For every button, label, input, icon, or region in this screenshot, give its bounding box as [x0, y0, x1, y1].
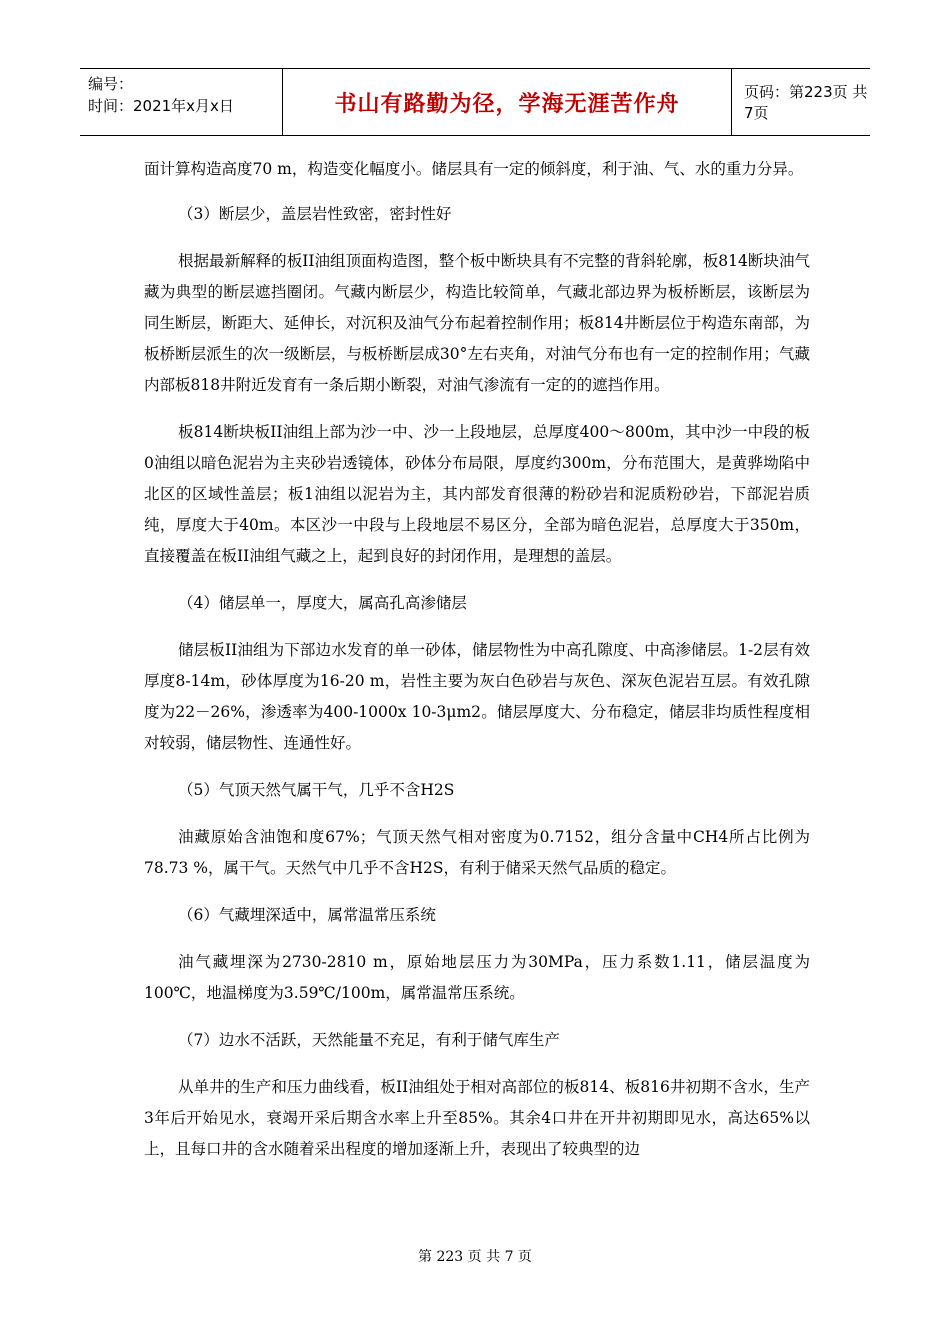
doc-date-label: 时间：2021年x月x日: [88, 97, 234, 115]
document-body: [144, 154, 810, 1181]
paragraph: 根据最新解释的板II油组顶面构造图，整个板中断块具有不完整的背斜轮廓，板814断块油气藏为典型的断层遮挡圈闭。气藏内断层少，构造比较简单，气藏北部边界为板桥断层，该断层为同生断层，断距大、延伸长，对沉积及油气分布起着控制作用；板814井断层位于构造东南部，为板桥断层派生的次一级断层，与板桥断层成30°左右夹角，对油气分布也有一定的控制作用；气藏内部板818井附近发育有一条后期小断裂，对油气渗流有一定的的遮挡作用。: [144, 252, 810, 394]
header-meta: [80, 69, 282, 135]
header-page-number: 页码：第223页 共7页: [744, 83, 868, 122]
paragraph: 油藏原始含油饱和度67%；气顶天然气相对密度为0.7152，组分含量中CH4所占比例为78.73 %，属干气。天然气中几乎不含H2S，有利于储采天然气品质的稳定。: [144, 828, 810, 877]
section-heading: （4）储层单一，厚度大，属高孔高渗储层: [178, 594, 467, 612]
paragraph: 储层板II油组为下部边水发育的单一砂体，储层物性为中高孔隙度、中高渗储层。1-2层有效厚度8-14m，砂体厚度为16-20 m，岩性主要为灰白色砂岩与灰色、深灰色泥岩互层。有效孔隙度为22－26%，渗透率为400-1000x 10-3μm2。储层厚度大、分布稳定，储层非均质性程度相对较弱，储层物性、连通性好。: [144, 641, 810, 752]
paragraph: 油气藏埋深为2730-2810 m，原始地层压力为30MPa，压力系数1.11，储层温度为100℃，地温梯度为3.59℃/100m，属常温常压系统。: [144, 953, 810, 1002]
header-page-cell: [732, 69, 870, 135]
doc-number-label: 编号：: [88, 75, 134, 93]
paragraph: 从单井的生产和压力曲线看，板II油组处于相对高部位的板814、板816井初期不含水，生产3年后开始见水，衰竭开采后期含水率上升至85%。其余4口井在开井初期即见水，高达65%以上，且每口井的含水随着采出程度的增加逐渐上升，表现出了较典型的边: [144, 1078, 810, 1158]
section-heading: （6）气藏埋深适中，属常温常压系统: [178, 906, 436, 924]
page-header: [80, 68, 870, 136]
section-heading: （5）气顶天然气属干气，几乎不含H2S: [178, 781, 455, 799]
section-heading: （7）边水不活跃，天然能量不充足，有利于储气库生产: [178, 1031, 560, 1049]
section-heading: （3）断层少，盖层岩性致密，密封性好: [178, 205, 452, 223]
paragraph: 板814断块板II油组上部为沙一中、沙一上段地层，总厚度400～800m，其中沙一中段的板0油组以暗色泥岩为主夹砂岩透镜体，砂体分布局限，厚度约300m，分布范围大，是黄骅坳陷中北区的区域性盖层；板1油组以泥岩为主，其内部发育很薄的粉砂岩和泥质粉砂岩，下部泥岩质纯，厚度大于40m。本区沙一中段与上段地层不易区分，全部为暗色泥岩，总厚度大于350m，直接覆盖在板II油组气藏之上，起到良好的封闭作用，是理想的盖层。: [144, 423, 810, 565]
page-footer: 第 223 页 共 7 页: [418, 1249, 532, 1265]
paragraph: 面计算构造高度70 m，构造变化幅度小。储层具有一定的倾斜度，利于油、气、水的重力分异。: [144, 160, 804, 178]
header-motto: 书山有路勤为径，学海无涯苦作舟: [334, 91, 680, 117]
header-motto-cell: [282, 69, 732, 135]
